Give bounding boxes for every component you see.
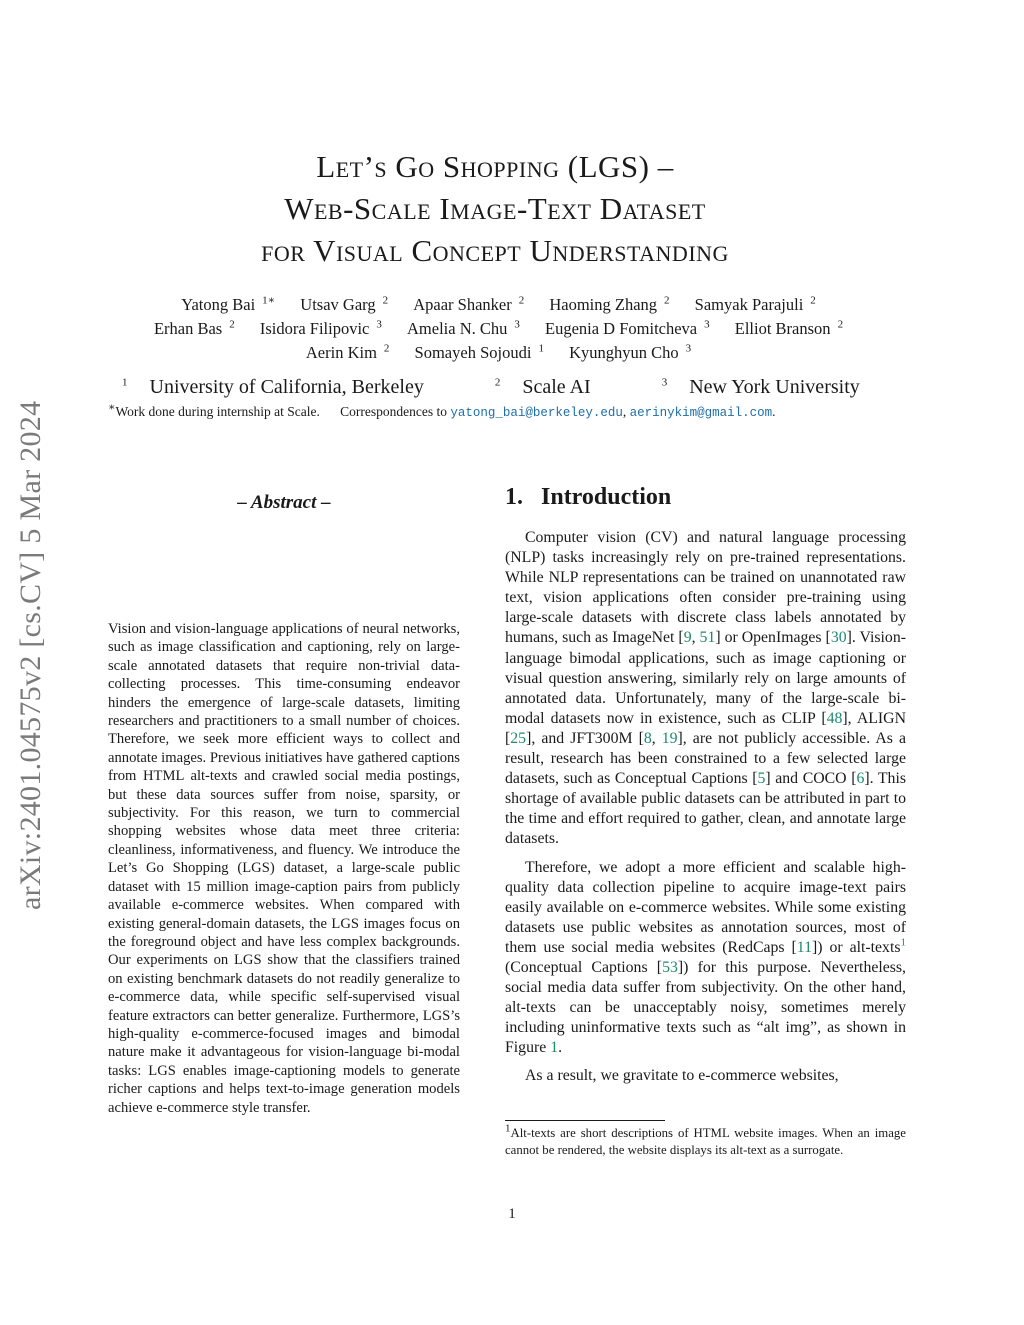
author-note: ∗Work done during internship at Scale. Correspondences to yatong_bai@berkeley.edu, aerinykim@gmail.com. [108, 401, 776, 420]
abstract-text: Vision and vision-language applications of neural networks, such as image classification and captioning, rely on large-scale annotated datasets that require non-trivial data-collecting processes. This time-consuming endeavor hinders the emergence of large-scale datasets, limiting researchers and practitioners to a small number of choices. Therefore, we seek more efficient ways to collect and annotate images. Previous initiatives have gathered captions from HTML alt-texts and crawled social media postings, but these data sources suffer from noise, sparsity, or subjectivity. For this reason, we turn to commercial shopping websites whose data meet three criteria: cleanliness, informativeness, and fluency. We introduce the Let’s Go Shopping (LGS) dataset, a large-scale public dataset with 15 million image-caption pairs from publicly available e-commerce websites. When compared with existing general-domain datasets, the LGS images focus on the foreground object and have less complex backgrounds. Our experiments on LGS show that the classifiers trained on existing benchmark datasets do not readily generalize to e-commerce data, while specific self-supervised visual feature extractors can better generalize. Furthermore, LGS’s high-quality e-commerce-focused images and bimodal nature make it advantageous for vision-language bi-modal tasks: LGS enables image-captioning models to generate richer captions and helps text-to-image generation models achieve e-commerce style transfer. [108, 621, 460, 1116]
paragraph: Computer vision (CV) and natural language processing (NLP) tasks increasingly rely on pre-trained representations. While NLP representations can be trained on unannotated raw text, vision applications often consider pre-training using large-scale datasets with discrete class labels annotated by humans, such as ImageNet [9, 51] or OpenImages [30]. Vision-language bimodal applications, such as image captioning or visual question answering, similarly rely on large amounts of annotated data. Unfortunately, many of the large-scale bi-modal datasets now in existence, such as CLIP [48], ALIGN [25], and JFT300M [8, 19], are not publicly accessible. As a result, research has been constrained to a few selected large datasets, such as Conceptual Captions [5] and COCO [6]. This shortage of available public datasets can be attributed in part to the time and effort required to gather, clean, and annotate large datasets. [505, 529, 906, 848]
section-title: Introduction [541, 484, 672, 510]
author: Samyak Parajuli $^2$ [694, 294, 816, 314]
paragraph: As a result, we gravitate to e-commerce websites, [525, 1067, 839, 1085]
figure-link[interactable]: 1 [550, 1039, 559, 1057]
author: Kyunghyun Cho $^3$ [569, 342, 692, 362]
page-number: 1 [508, 1206, 516, 1222]
citation-link[interactable]: 25 [510, 729, 527, 747]
affiliations [100, 376, 890, 399]
citation-link[interactable]: 8 [643, 729, 652, 747]
footnote-divider [505, 1120, 665, 1121]
citation-link[interactable]: 19 [661, 729, 678, 747]
section-heading [505, 484, 671, 511]
author-row-1 [100, 293, 890, 317]
introduction-body [505, 528, 906, 1095]
citation-link[interactable]: 9 [683, 629, 692, 647]
title-line-1: Let’s Go Shopping (LGS) – [316, 149, 674, 184]
affiliation: $^1$ University of California, Berkeley [122, 376, 424, 398]
citation-link[interactable]: 51 [699, 629, 716, 647]
author: Utsav Garg $^2$ [300, 294, 389, 314]
citation-link[interactable]: 5 [757, 770, 766, 788]
author-row-2 [100, 317, 890, 341]
author: Elliot Branson $^2$ [734, 318, 844, 338]
affiliation: $^3$ New York University [661, 376, 860, 398]
citation-link[interactable]: 48 [826, 709, 843, 727]
email-link-1[interactable]: yatong_bai@berkeley.edu [450, 406, 623, 420]
section-number: 1. [505, 484, 523, 510]
citation-link[interactable]: 6 [856, 770, 865, 788]
author: Eugenia D Fomitcheva $^3$ [545, 318, 710, 338]
abstract-heading: – Abstract – [237, 492, 331, 513]
email-link-2[interactable]: aerinykim@gmail.com [629, 406, 773, 420]
citation-link[interactable]: 11 [796, 938, 813, 956]
title-line-2: Web-Scale Image-Text Dataset [284, 191, 706, 226]
author-list [100, 293, 890, 365]
affiliation: $^2$ Scale AI [494, 376, 591, 398]
title-line-3: for Visual Concept Understanding [261, 233, 729, 268]
author: Isidora Filipovic $^3$ [259, 318, 382, 338]
paper-title [120, 146, 870, 272]
author: Somayeh Sojoudi $^1$ [414, 342, 544, 362]
author-row-3 [100, 341, 890, 365]
citation-link[interactable]: 30 [830, 629, 847, 647]
author: Erhan Bas $^2$ [153, 318, 235, 338]
author: Apaar Shanker $^2$ [413, 294, 525, 314]
author: Yatong Bai $^{1∗}$ [181, 294, 276, 314]
arxiv-identifier: arXiv:2401.04575v2 [cs.CV] 5 Mar 2024 [14, 400, 47, 910]
author: Aerin Kim $^2$ [305, 342, 390, 362]
citation-link[interactable]: 53 [662, 958, 678, 976]
paragraph: Therefore, we adopt a more efficient and scalable high-quality data collection pipeline to acquire image-text pairs easily available on e-commerce websites. While some existing datasets use public websites as annotation sources, most of them use social media websites (RedCaps [11]) or alt-texts$^1$ (Conceptual Captions [53]) for this purpose. Nevertheless, social media data suffer from subjectivity. On the other hand, alt-texts can be unacceptably noisy, sometimes merely including uninformative texts such as “alt img”, as shown in Figure 1. [505, 858, 907, 1057]
author: Haoming Zhang $^2$ [549, 294, 670, 314]
footnote: $^1$Alt-texts are short descriptions of HTML website images. When an image cannot be rendered, the website displays its alt-text as a surrogate. [505, 1122, 906, 1157]
footnote-marker[interactable]: 1 [900, 936, 906, 949]
author: Amelia N. Chu $^3$ [407, 318, 520, 338]
